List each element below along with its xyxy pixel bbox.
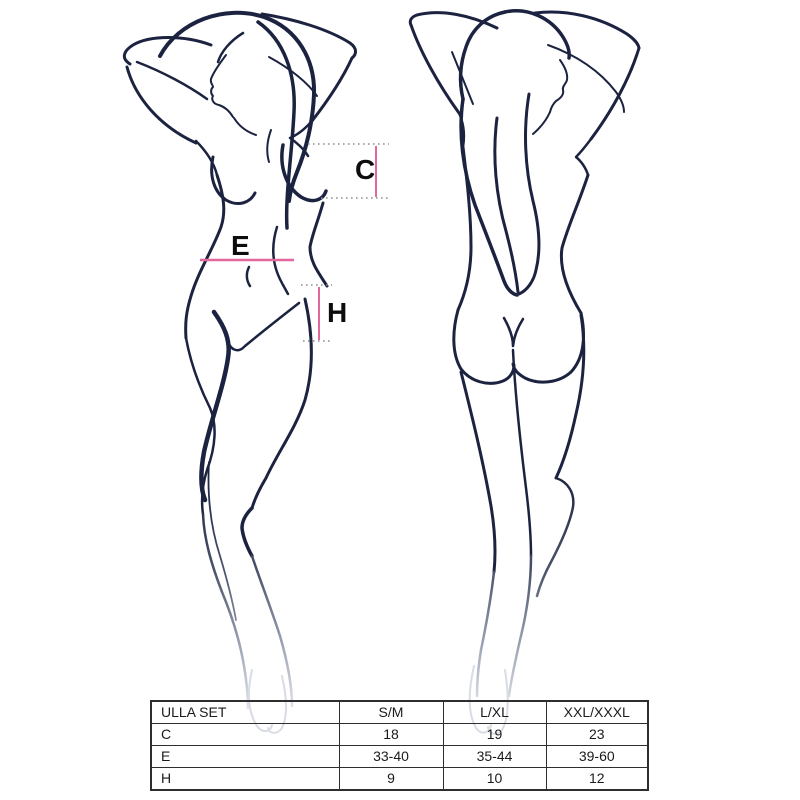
back-torso-left — [458, 147, 471, 310]
table-cell: 33-40 — [339, 746, 443, 768]
front-knee-hook — [242, 508, 252, 556]
table-cell: 12 — [546, 768, 648, 791]
back-head-left — [461, 12, 505, 99]
measurement-label-c: C — [355, 154, 376, 185]
front-left-upper-arm — [127, 67, 196, 143]
measurement-c-lines — [308, 144, 389, 198]
table-cell: 9 — [339, 768, 443, 791]
back-right-arm-inner — [548, 45, 624, 112]
front-sternum — [267, 130, 271, 162]
size-table — [150, 700, 649, 791]
row-label: E — [151, 746, 339, 768]
front-hair-crown — [160, 13, 314, 201]
front-torso-left — [186, 175, 224, 338]
back-right-buttock — [513, 313, 584, 382]
back-right-forearm — [535, 12, 639, 48]
table-cell: 39-60 — [546, 746, 648, 768]
table-cell: 35-44 — [443, 746, 546, 768]
front-left-shin-inner — [208, 462, 236, 620]
front-right-upper-arm — [312, 58, 352, 121]
table-cell: 10 — [443, 768, 546, 791]
measurement-label-e: E — [231, 230, 250, 261]
table-cell: 23 — [546, 724, 648, 746]
front-neck — [234, 118, 256, 135]
back-right-upper-arm — [591, 48, 639, 139]
back-right-shin — [509, 556, 531, 696]
front-right-outer-thigh — [252, 299, 311, 508]
back-face-profile — [550, 60, 567, 112]
size-table-header-row — [151, 701, 648, 724]
back-heel-hook — [537, 478, 573, 596]
front-left-forearm-inner — [137, 62, 207, 99]
female-body-back-view — [410, 11, 639, 734]
back-neck — [533, 112, 550, 134]
table-row-h — [151, 768, 648, 791]
table-row-c — [151, 724, 648, 746]
back-right-thigh — [556, 315, 584, 478]
front-torso-right — [310, 203, 327, 286]
back-right-armpit — [576, 139, 591, 175]
table-row-e — [151, 746, 648, 768]
front-right-shin — [252, 556, 292, 706]
row-label: H — [151, 768, 339, 791]
row-label: C — [151, 724, 339, 746]
back-left-shin — [477, 572, 494, 696]
back-crease — [504, 318, 523, 346]
front-left-shin — [203, 514, 248, 708]
size-table-header-lxl: L/XL — [443, 701, 546, 724]
measurement-label-h: H — [327, 297, 348, 328]
table-cell: 19 — [443, 724, 546, 746]
front-hair-back — [258, 22, 294, 228]
back-left-thigh — [461, 372, 495, 572]
female-body-front-view — [124, 13, 355, 733]
back-left-upper-arm — [411, 25, 459, 113]
front-hairline — [218, 33, 243, 62]
back-torso-right — [561, 175, 588, 313]
size-table-header-product: ULLA SET — [151, 701, 339, 724]
table-cell: 18 — [339, 724, 443, 746]
back-hair-strand-right — [519, 94, 539, 294]
front-face-profile — [211, 55, 233, 117]
back-head-right — [505, 11, 569, 58]
size-table-header-sm: S/M — [339, 701, 443, 724]
front-inner-thigh-line — [245, 303, 299, 346]
front-navel — [247, 267, 250, 286]
size-table-header-xxlxxxl: XXL/XXXL — [546, 701, 648, 724]
